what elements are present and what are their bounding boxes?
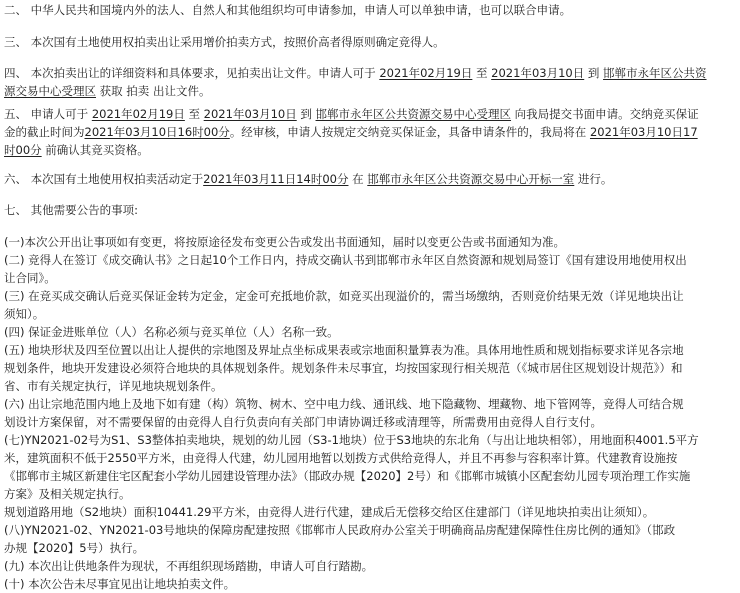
clause-four-place-part-1: 邯郸市永年区公共资 xyxy=(603,66,707,80)
clause-six-auction-place: 邯郸市永年区公共资源交易中心开标一室 xyxy=(367,172,575,186)
clause-two-text: 二、 中华人民共和国境内外的法人、自然人和其他组织均可申请参加，申请人可以单独申请，也可以联合申请。 xyxy=(4,3,572,17)
clause-five-place: 邯郸市永年区公共资源交易中心受理区 xyxy=(315,107,512,121)
item-three-line-1: (三) 在竞买成交确认后竞买保证金转为定金，定金可充抵地价款，如竞买出现溢价的，需当场缴纳，否则竞价结果无效（详见地块出让 xyxy=(4,289,684,303)
clause-six xyxy=(4,170,734,188)
item-seven-line-1: (七)YN2021-02号为S1、S3整体拍卖地块，规划的幼儿园（S3-1地块）位于S3地块的东北角（与出让地块相邻），用地面积4001.5平方 xyxy=(4,433,699,447)
item-six-line-1: (六) 出让宗地范围内地上及地下如有建（构）筑物、树木、空中电力线、通讯线、地下隐藏物、埋藏物、地下管网等，竞得人可结合规 xyxy=(4,397,684,411)
item-seven-line-5: 规划道路用地（S2地块）面积10441.29平方米，由竞得人进行代建，建成后无偿移交给区住建部门（详见地块拍卖出让须知）。 xyxy=(4,505,655,519)
item-four: (四) 保证金进账单位（人）名称必须与竞买单位（人）名称一致。 xyxy=(4,325,339,339)
clause-five-confirm-time-part-1: 2021年03月10日17 xyxy=(589,125,698,139)
item-eight-line-1: (八)YN2021-02、YN2021-03号地块的保障房配建按照《邯郸市人民政府办公室关于明确商品房配建保障性住房比例的通知》（邯政 xyxy=(4,523,676,537)
item-eight-line-2: 办规【2020】5号）执行。 xyxy=(4,541,145,555)
item-seven-line-3: 《邯郸市主城区新建住宅区配套小学幼儿园建设管理办法》（邯政办规【2020】2号）和《邯郸市城镇小区配套幼儿园专项治理工作实施 xyxy=(4,469,691,483)
item-two-line-2: 让合同》。 xyxy=(4,271,56,285)
item-nine: (九) 本次出让供地条件为现状，不再组织现场踏勘，申请人可自行踏勘。 xyxy=(4,559,374,573)
clause-five-deadline: 2021年03月10日16时00分 xyxy=(84,125,230,139)
item-five-line-2: 规划条件，地块开发建设必须符合地块的具体规划条件。规划条件未尽事宜，均按国家现行相关规范（《城市居住区规划设计规范》）和 xyxy=(4,361,683,375)
item-five-line-3: 省、市有关规定执行，详见地块规划条件。 xyxy=(4,379,223,393)
item-seven-line-4: 方案》及相关规定执行。 xyxy=(4,487,131,501)
clause-six-text: 六、 本次国有土地使用权拍卖活动定于2021年03月11日14时00分 在 邯郸市永年区公共资源交易中心开标一室 进行。 xyxy=(4,172,613,186)
clause-five-end-date: 2021年03月10日 xyxy=(203,107,297,121)
clause-five-line-1: 五、 申请人可于 2021年02月19日 至 2021年03月10日 到 邯郸市永年区公共资源交易中心受理区 向我局提交书面申请。交纳竞买保证 xyxy=(4,107,699,121)
clause-four xyxy=(4,64,734,100)
other-matters-list xyxy=(4,233,734,593)
clause-four-end-date: 2021年03月10日 xyxy=(491,66,585,80)
item-one: (一)本次公开出让事项如有变更，将按原途径发布变更公告或发出书面通知，届时以变更公告或书面通知为准。 xyxy=(4,235,565,249)
item-two-line-1: (二) 竞得人在签订《成交确认书》之日起10个工作日内，持成交确认书到邯郸市永年区自然资源和规划局签订《国有建设用地使用权出 xyxy=(4,253,687,267)
clause-five-confirm-time-part-2: 时00分 xyxy=(4,143,42,157)
clause-seven-heading: 七、 其他需要公告的事项: xyxy=(4,203,139,217)
clause-five-line-2: 金的截止时间为2021年03月10日16时00分。经审核，申请人按规定交纳竞买保证金，具备申请条件的，我局将在 2021年03月10日17 xyxy=(4,125,698,139)
clause-five xyxy=(4,105,734,159)
clause-seven xyxy=(4,201,734,219)
clause-two xyxy=(4,1,734,19)
item-five-line-1: (五) 地块形状及四至位置以出让人提供的宗地图及界址点坐标成果表或宗地面积量算表为准。具体用地性质和规划指标要求详见各宗地 xyxy=(4,343,684,357)
clause-three xyxy=(4,33,734,51)
clause-five-line-3: 时00分 前确认其竞买资格。 xyxy=(4,143,149,157)
clause-four-start-date: 2021年02月19日 xyxy=(379,66,473,80)
clause-six-auction-time: 2021年03月11日14时00分 xyxy=(203,172,349,186)
clause-five-start-date: 2021年02月19日 xyxy=(91,107,185,121)
clause-four-place-part-2: 源交易中心受理区 xyxy=(4,84,96,98)
item-seven-line-2: 米，建筑面积不低于2550平方米，由竞得人代建，幼儿园用地暂以划拨方式供给竞得人，并且不再参与容积率计算。代建教育设施按 xyxy=(4,451,678,465)
clause-four-line-1: 四、 本次拍卖出让的详细资料和具体要求，见拍卖出让文件。申请人可于 2021年02月19日 至 2021年03月10日 到 邯郸市永年区公共资 xyxy=(4,66,707,80)
item-six-line-2: 划设计方案保留，对不需要保留的由竞得人自行负责向有关部门申请协调迁移或清理等，所需费用由竞得人自行支付。 xyxy=(4,415,602,429)
item-ten: (十) 本次公告未尽事宜见出让地块拍卖文件。 xyxy=(4,577,236,591)
clause-three-text: 三、 本次国有土地使用权拍卖出让采用增价拍卖方式，按照价高者得原则确定竞得人。 xyxy=(4,35,445,49)
clause-four-line-2: 源交易中心受理区 获取 拍卖 出让文件。 xyxy=(4,84,211,98)
item-three-line-2: 须知）。 xyxy=(4,307,45,321)
